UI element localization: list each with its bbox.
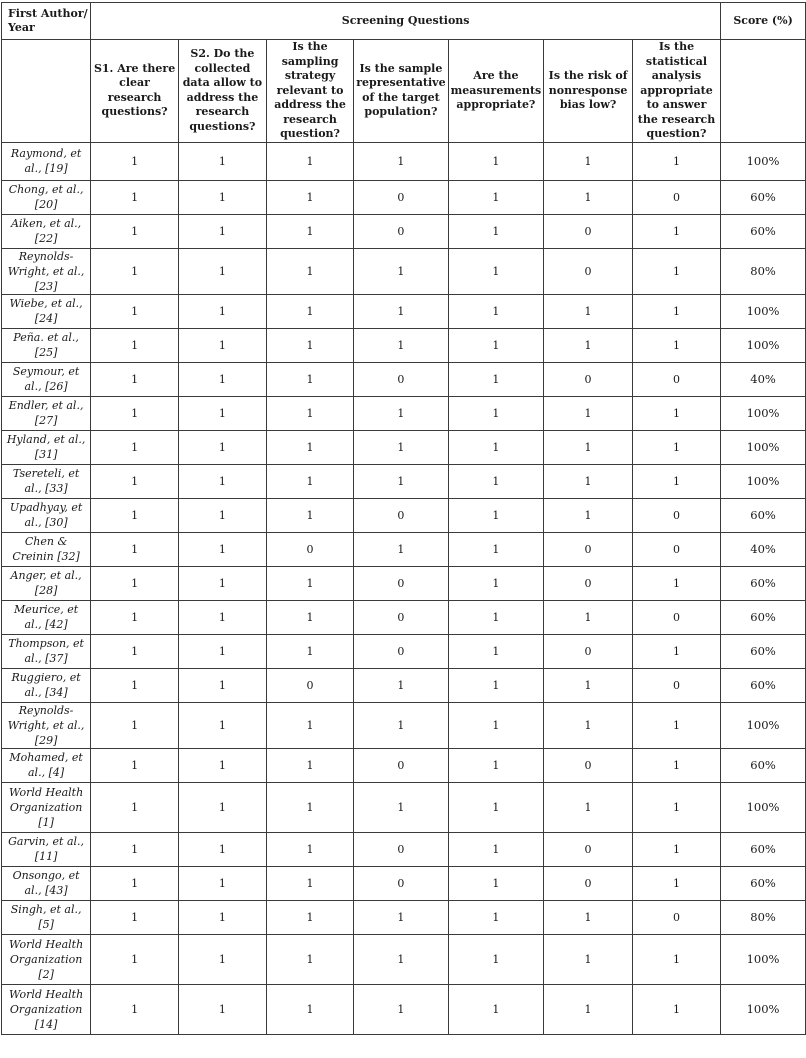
score-value-cell: 1 (179, 866, 267, 900)
score-value-cell: 1 (448, 214, 544, 248)
score-value-cell: 1 (632, 328, 720, 362)
score-value-cell: 0 (354, 214, 448, 248)
score-value-cell: 1 (179, 782, 267, 832)
score-value-cell: 1 (266, 748, 353, 782)
score-value-cell: 1 (544, 180, 633, 214)
score-header-spacer (721, 40, 806, 143)
score-value-cell: 1 (544, 934, 633, 984)
score-value-cell: 1 (632, 866, 720, 900)
score-value-cell: 0 (544, 866, 633, 900)
author-cell: Singh, et al., [5] (2, 900, 91, 934)
score-value-cell: 0 (632, 600, 720, 634)
score-value-cell: 0 (354, 180, 448, 214)
score-value-cell: 0 (354, 634, 448, 668)
score-value-cell: 1 (266, 566, 353, 600)
table-row (2, 248, 806, 294)
score-value-cell: 1 (544, 900, 633, 934)
score-percent-cell: 100% (721, 464, 806, 498)
table-row (2, 934, 806, 984)
question-header: S2. Do the collected data allow to address the research questions? (179, 40, 267, 143)
score-value-cell: 1 (266, 396, 353, 430)
score-value-cell: 1 (91, 566, 179, 600)
table-row (2, 702, 806, 748)
score-value-cell: 1 (91, 866, 179, 900)
header-row-2 (2, 40, 806, 143)
table-row (2, 362, 806, 396)
score-column-header: Score (%) (721, 3, 806, 40)
author-cell: Hyland, et al., [31] (2, 430, 91, 464)
score-value-cell: 1 (179, 464, 267, 498)
author-cell: Garvin, et al., [11] (2, 832, 91, 866)
score-value-cell: 1 (179, 180, 267, 214)
score-value-cell: 1 (448, 180, 544, 214)
score-value-cell: 1 (632, 214, 720, 248)
score-percent-cell: 60% (721, 634, 806, 668)
score-value-cell: 1 (91, 702, 179, 748)
author-cell: World Health Organization [14] (2, 984, 91, 1034)
score-value-cell: 1 (544, 984, 633, 1034)
score-value-cell: 1 (91, 832, 179, 866)
score-value-cell: 1 (632, 396, 720, 430)
score-value-cell: 0 (544, 532, 633, 566)
score-value-cell: 0 (632, 180, 720, 214)
score-value-cell: 1 (179, 832, 267, 866)
score-value-cell: 1 (179, 566, 267, 600)
table-row (2, 782, 806, 832)
score-value-cell: 1 (179, 328, 267, 362)
score-value-cell: 1 (448, 634, 544, 668)
score-value-cell: 1 (266, 782, 353, 832)
score-percent-cell: 60% (721, 214, 806, 248)
score-value-cell: 1 (354, 430, 448, 464)
score-value-cell: 1 (91, 748, 179, 782)
author-cell: Wiebe, et al., [24] (2, 294, 91, 328)
author-cell: Tsereteli, et al., [33] (2, 464, 91, 498)
score-value-cell: 1 (266, 600, 353, 634)
score-percent-cell: 60% (721, 748, 806, 782)
score-value-cell: 1 (448, 430, 544, 464)
score-value-cell: 1 (179, 900, 267, 934)
score-value-cell: 0 (354, 832, 448, 866)
question-header: Are the measurements appropriate? (448, 40, 544, 143)
author-cell: Chen & Creinin [32] (2, 532, 91, 566)
score-value-cell: 1 (266, 832, 353, 866)
author-cell: Anger, et al., [28] (2, 566, 91, 600)
score-value-cell: 1 (179, 532, 267, 566)
score-value-cell: 1 (179, 668, 267, 702)
score-value-cell: 1 (354, 142, 448, 180)
score-value-cell: 1 (91, 396, 179, 430)
score-value-cell: 1 (354, 396, 448, 430)
table-row (2, 396, 806, 430)
question-header: S1. Are there clear research questions? (91, 40, 179, 143)
score-value-cell: 1 (266, 180, 353, 214)
score-value-cell: 1 (91, 600, 179, 634)
table-row (2, 984, 806, 1034)
table-container (1, 2, 806, 1035)
score-value-cell: 1 (632, 248, 720, 294)
score-value-cell: 1 (632, 566, 720, 600)
score-percent-cell: 60% (721, 668, 806, 702)
score-value-cell: 1 (448, 294, 544, 328)
score-percent-cell: 80% (721, 248, 806, 294)
table-row (2, 600, 806, 634)
table-row (2, 532, 806, 566)
table-row (2, 214, 806, 248)
score-value-cell: 1 (544, 668, 633, 702)
score-value-cell: 0 (544, 566, 633, 600)
score-value-cell: 1 (266, 214, 353, 248)
table-row (2, 464, 806, 498)
score-value-cell: 1 (266, 362, 353, 396)
table-row (2, 328, 806, 362)
score-value-cell: 1 (632, 702, 720, 748)
score-value-cell: 1 (91, 532, 179, 566)
table-row (2, 566, 806, 600)
score-value-cell: 1 (544, 782, 633, 832)
score-value-cell: 1 (448, 984, 544, 1034)
score-value-cell: 1 (91, 634, 179, 668)
score-value-cell: 1 (632, 142, 720, 180)
table-row (2, 668, 806, 702)
score-value-cell: 1 (179, 430, 267, 464)
score-value-cell: 1 (544, 294, 633, 328)
author-cell: Raymond, et al., [19] (2, 142, 91, 180)
score-percent-cell: 40% (721, 362, 806, 396)
score-value-cell: 0 (354, 866, 448, 900)
score-value-cell: 1 (448, 248, 544, 294)
score-value-cell: 1 (448, 600, 544, 634)
score-value-cell: 1 (91, 934, 179, 984)
score-value-cell: 1 (91, 362, 179, 396)
score-value-cell: 1 (266, 294, 353, 328)
score-value-cell: 1 (354, 532, 448, 566)
score-value-cell: 1 (179, 498, 267, 532)
score-percent-cell: 100% (721, 782, 806, 832)
author-cell: World Health Organization [2] (2, 934, 91, 984)
score-value-cell: 1 (448, 362, 544, 396)
score-value-cell: 1 (91, 668, 179, 702)
score-value-cell: 1 (354, 702, 448, 748)
score-value-cell: 0 (544, 832, 633, 866)
table-row (2, 866, 806, 900)
score-value-cell: 1 (179, 362, 267, 396)
score-value-cell: 1 (448, 498, 544, 532)
score-percent-cell: 100% (721, 934, 806, 984)
score-value-cell: 1 (544, 142, 633, 180)
score-value-cell: 1 (632, 832, 720, 866)
score-value-cell: 0 (632, 498, 720, 532)
score-percent-cell: 60% (721, 832, 806, 866)
score-value-cell: 1 (544, 430, 633, 464)
score-value-cell: 1 (448, 464, 544, 498)
score-value-cell: 1 (448, 832, 544, 866)
table-row (2, 180, 806, 214)
score-value-cell: 0 (354, 600, 448, 634)
score-value-cell: 1 (354, 248, 448, 294)
score-value-cell: 1 (91, 142, 179, 180)
score-percent-cell: 60% (721, 498, 806, 532)
score-percent-cell: 100% (721, 294, 806, 328)
score-percent-cell: 60% (721, 180, 806, 214)
score-value-cell: 0 (632, 362, 720, 396)
author-header-spacer (2, 40, 91, 143)
score-value-cell: 1 (448, 900, 544, 934)
score-value-cell: 0 (544, 362, 633, 396)
score-value-cell: 1 (448, 748, 544, 782)
score-value-cell: 1 (179, 600, 267, 634)
score-value-cell: 1 (179, 634, 267, 668)
author-cell: Reynolds-Wright, et al., [23] (2, 248, 91, 294)
score-value-cell: 1 (266, 248, 353, 294)
score-value-cell: 1 (632, 748, 720, 782)
score-value-cell: 1 (544, 600, 633, 634)
screening-questions-header: Screening Questions (91, 3, 721, 40)
author-cell: World Health Organization [1] (2, 782, 91, 832)
author-cell: Seymour, et al., [26] (2, 362, 91, 396)
score-value-cell: 0 (632, 900, 720, 934)
author-cell: Thompson, et al., [37] (2, 634, 91, 668)
score-value-cell: 1 (354, 782, 448, 832)
score-value-cell: 1 (91, 464, 179, 498)
question-header: Is the risk of nonresponse bias low? (544, 40, 633, 143)
table-row (2, 832, 806, 866)
score-value-cell: 1 (448, 566, 544, 600)
score-percent-cell: 80% (721, 900, 806, 934)
score-value-cell: 1 (354, 668, 448, 702)
score-value-cell: 0 (266, 532, 353, 566)
table-row (2, 748, 806, 782)
score-value-cell: 0 (354, 362, 448, 396)
score-value-cell: 0 (266, 668, 353, 702)
score-value-cell: 1 (632, 984, 720, 1034)
score-value-cell: 1 (448, 142, 544, 180)
score-value-cell: 1 (266, 498, 353, 532)
score-value-cell: 1 (179, 748, 267, 782)
score-percent-cell: 100% (721, 430, 806, 464)
score-value-cell: 1 (354, 900, 448, 934)
table-row (2, 900, 806, 934)
score-percent-cell: 100% (721, 396, 806, 430)
score-value-cell: 1 (266, 866, 353, 900)
question-header: Is the statistical analysis appropriate to answer the research question? (632, 40, 720, 143)
author-cell: Chong, et al., [20] (2, 180, 91, 214)
score-value-cell: 1 (266, 142, 353, 180)
score-value-cell: 1 (544, 702, 633, 748)
score-value-cell: 1 (266, 328, 353, 362)
table-row (2, 430, 806, 464)
author-cell: Meurice, et al., [42] (2, 600, 91, 634)
score-value-cell: 1 (354, 984, 448, 1034)
score-value-cell: 1 (91, 248, 179, 294)
author-cell: Peña. et al., [25] (2, 328, 91, 362)
question-header: Is the sampling strategy relevant to address the research question? (266, 40, 353, 143)
score-percent-cell: 100% (721, 328, 806, 362)
score-percent-cell: 100% (721, 142, 806, 180)
score-value-cell: 1 (179, 214, 267, 248)
score-value-cell: 0 (544, 634, 633, 668)
score-value-cell: 1 (179, 248, 267, 294)
author-cell: Upadhyay, et al., [30] (2, 498, 91, 532)
score-value-cell: 1 (544, 396, 633, 430)
score-value-cell: 1 (91, 900, 179, 934)
score-value-cell: 1 (448, 702, 544, 748)
score-value-cell: 0 (354, 498, 448, 532)
score-value-cell: 1 (448, 866, 544, 900)
table-row (2, 634, 806, 668)
table-row (2, 498, 806, 532)
score-value-cell: 1 (354, 328, 448, 362)
score-value-cell: 1 (632, 430, 720, 464)
score-value-cell: 1 (179, 142, 267, 180)
score-value-cell: 1 (179, 702, 267, 748)
score-value-cell: 1 (266, 464, 353, 498)
author-cell: Reynolds-Wright, et al., [29] (2, 702, 91, 748)
score-value-cell: 1 (632, 464, 720, 498)
score-value-cell: 0 (354, 566, 448, 600)
score-value-cell: 1 (91, 498, 179, 532)
score-value-cell: 1 (632, 782, 720, 832)
score-percent-cell: 100% (721, 984, 806, 1034)
score-value-cell: 1 (448, 782, 544, 832)
score-value-cell: 0 (632, 668, 720, 702)
score-percent-cell: 60% (721, 866, 806, 900)
score-value-cell: 1 (91, 984, 179, 1034)
score-value-cell: 1 (91, 782, 179, 832)
screening-table (1, 2, 806, 1035)
score-value-cell: 1 (632, 934, 720, 984)
score-value-cell: 1 (544, 328, 633, 362)
score-value-cell: 1 (91, 294, 179, 328)
score-value-cell: 1 (266, 984, 353, 1034)
table-body (2, 142, 806, 1034)
score-value-cell: 1 (448, 396, 544, 430)
author-cell: Mohamed, et al., [4] (2, 748, 91, 782)
author-cell: Onsongo, et al., [43] (2, 866, 91, 900)
score-value-cell: 1 (448, 532, 544, 566)
author-cell: Endler, et al., [27] (2, 396, 91, 430)
score-percent-cell: 40% (721, 532, 806, 566)
table-row (2, 294, 806, 328)
score-percent-cell: 100% (721, 702, 806, 748)
score-value-cell: 0 (632, 532, 720, 566)
score-value-cell: 0 (544, 214, 633, 248)
score-value-cell: 1 (354, 294, 448, 328)
score-value-cell: 1 (179, 984, 267, 1034)
score-value-cell: 1 (91, 430, 179, 464)
author-column-header: First Author/ Year (2, 3, 91, 40)
score-value-cell: 1 (354, 464, 448, 498)
score-percent-cell: 60% (721, 566, 806, 600)
score-value-cell: 0 (544, 748, 633, 782)
question-header: Is the sample representative of the target population? (354, 40, 448, 143)
table-row (2, 142, 806, 180)
score-value-cell: 1 (448, 668, 544, 702)
score-value-cell: 1 (632, 634, 720, 668)
score-value-cell: 1 (266, 634, 353, 668)
author-cell: Aiken, et al., [22] (2, 214, 91, 248)
score-value-cell: 1 (448, 328, 544, 362)
score-value-cell: 1 (266, 702, 353, 748)
score-value-cell: 1 (179, 396, 267, 430)
score-value-cell: 1 (179, 934, 267, 984)
score-value-cell: 1 (179, 294, 267, 328)
score-value-cell: 1 (544, 498, 633, 532)
score-percent-cell: 60% (721, 600, 806, 634)
score-value-cell: 1 (266, 934, 353, 984)
score-value-cell: 1 (544, 464, 633, 498)
score-value-cell: 1 (266, 430, 353, 464)
header-row-1 (2, 3, 806, 40)
score-value-cell: 1 (91, 328, 179, 362)
score-value-cell: 1 (448, 934, 544, 984)
score-value-cell: 1 (91, 180, 179, 214)
author-cell: Ruggiero, et al., [34] (2, 668, 91, 702)
score-value-cell: 0 (544, 248, 633, 294)
score-value-cell: 1 (91, 214, 179, 248)
score-value-cell: 1 (266, 900, 353, 934)
score-value-cell: 0 (354, 748, 448, 782)
score-value-cell: 1 (354, 934, 448, 984)
score-value-cell: 1 (632, 294, 720, 328)
